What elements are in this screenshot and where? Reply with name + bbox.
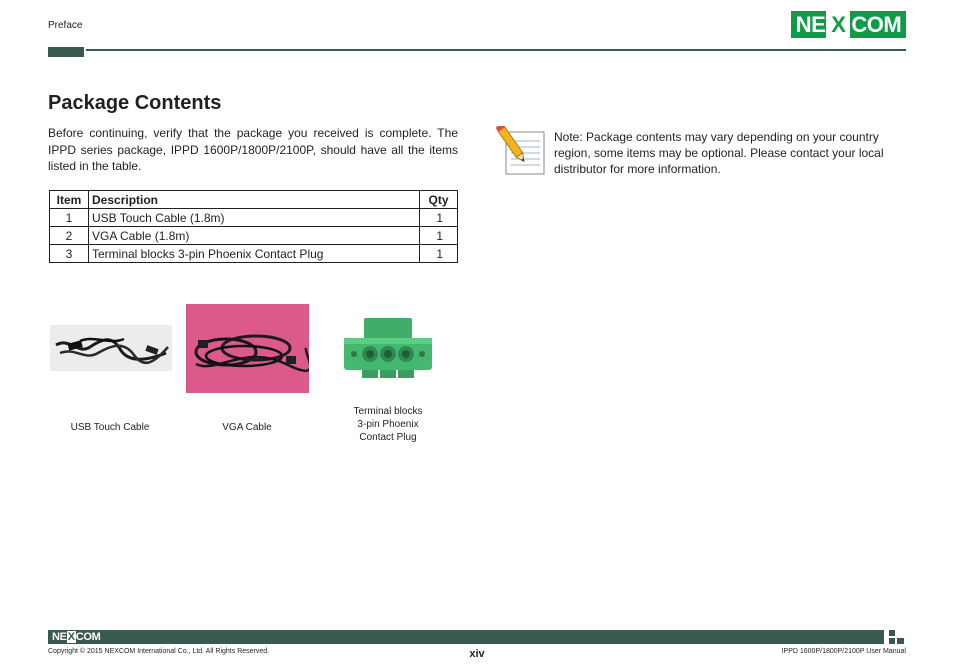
note-text: Note: Package contents may vary depending on your country region, some items may be optional. Please contact your local distributor for more information.	[554, 130, 884, 176]
header-description: Description	[89, 191, 420, 209]
intro-paragraph: Before continuing, verify that the package you received is complete. The IPPD series package, IPPD 1600P/1800P/2100P, should have all the items listed in the table.	[48, 126, 458, 173]
terminal-block-plug-image	[340, 312, 436, 382]
footer-square-icon	[889, 638, 895, 644]
footer-nexcom-logo	[52, 631, 101, 643]
caption-usb-touch-cable: USB Touch Cable	[70, 422, 150, 433]
table-header-row	[50, 191, 458, 209]
copyright-text: Copyright © 2015 NEXCOM International Co., Ltd. All Rights Reserved.	[48, 648, 270, 655]
footer-logo-pre: NE	[52, 631, 67, 643]
header-tab	[48, 47, 84, 57]
table-row	[50, 245, 458, 263]
pencil-notepad-icon	[496, 126, 548, 176]
cell-qty: 1	[420, 227, 458, 245]
manual-name: IPPD 1600P/1800P/2100P User Manual	[781, 648, 906, 655]
header-qty: Qty	[420, 191, 458, 209]
table-row	[50, 227, 458, 245]
logo-text-x: X	[826, 11, 850, 38]
section-label: Preface	[48, 20, 83, 31]
cell-description: Terminal blocks 3-pin Phoenix Contact Plug	[89, 245, 420, 263]
footer-square-icon	[897, 638, 904, 644]
header-item: Item	[50, 191, 89, 209]
caption-vga-cable: VGA Cable	[222, 422, 272, 433]
cell-description: VGA Cable (1.8m)	[89, 227, 420, 245]
footer-logo-x: X	[67, 631, 75, 643]
nexcom-logo	[791, 11, 906, 38]
cell-item: 2	[50, 227, 89, 245]
caption-line: Contact Plug	[359, 432, 417, 443]
footer-square-icon	[889, 630, 895, 636]
package-contents-table	[49, 190, 458, 263]
header-rule	[86, 49, 906, 51]
usb-touch-cable-image	[50, 325, 172, 371]
page-title: Package Contents	[48, 92, 222, 114]
cell-qty: 1	[420, 209, 458, 227]
table-row	[50, 209, 458, 227]
page-number: xiv	[469, 648, 485, 660]
caption-line: 3-pin Phoenix	[357, 419, 419, 430]
cell-item: 1	[50, 209, 89, 227]
vga-cable-image	[186, 304, 309, 393]
logo-text-pre: NE	[795, 12, 826, 37]
cell-item: 3	[50, 245, 89, 263]
logo-text-post: COM	[851, 12, 902, 37]
cell-description: USB Touch Cable (1.8m)	[89, 209, 420, 227]
caption-terminal-blocks	[338, 405, 438, 444]
cell-qty: 1	[420, 245, 458, 263]
footer-bar	[48, 630, 884, 644]
caption-line: Terminal blocks	[353, 406, 423, 417]
footer-logo-post: COM	[75, 631, 101, 643]
